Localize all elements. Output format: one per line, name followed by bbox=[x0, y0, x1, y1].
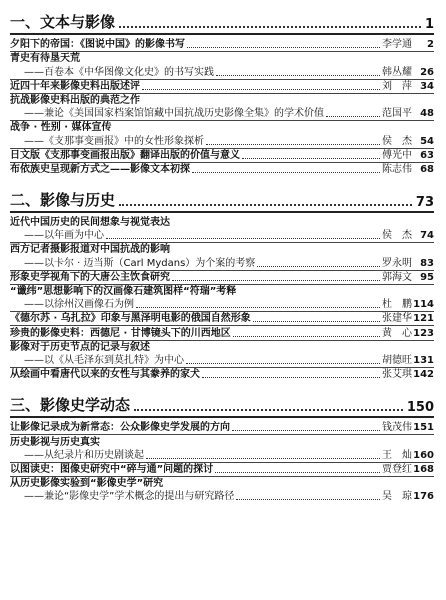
entry-title: 历史影视与历史真实 bbox=[10, 436, 100, 448]
entry-author: 侯 杰 bbox=[382, 135, 412, 147]
toc-section-3 bbox=[10, 391, 434, 503]
entry-page-number: 34 bbox=[420, 80, 434, 92]
entry-page-number: 121 bbox=[413, 313, 434, 325]
section-title: 一、文本与影像 bbox=[10, 13, 116, 31]
entry-page-number: 114 bbox=[413, 299, 434, 311]
entry-subtitle: ——百卷本《中华图像文化史》的书写实践 bbox=[24, 66, 214, 78]
leader-dots bbox=[232, 430, 380, 431]
leader-dots bbox=[146, 458, 380, 459]
entry-subtitle: ——兼论《美国国家档案馆馆藏中国抗战历史影像全集》的学术价值 bbox=[24, 108, 324, 120]
entry-title: 西方记者摄影报道对中国抗战的影响 bbox=[10, 244, 170, 256]
entry-subtitle: ——从纪录片和历史剧谈起 bbox=[24, 449, 144, 461]
toc-entry[interactable] bbox=[10, 285, 434, 312]
leader-dots bbox=[136, 307, 380, 308]
section-title: 二、影像与历史 bbox=[10, 190, 116, 209]
entry-author: 张艾琪 bbox=[382, 369, 412, 381]
entry-page-number: 68 bbox=[420, 163, 434, 175]
leader-dots bbox=[215, 472, 380, 473]
toc-entry[interactable] bbox=[10, 341, 434, 368]
section-page-number: 150 bbox=[406, 400, 434, 416]
entry-author: 黄 心 bbox=[382, 327, 412, 339]
entry-subtitle: ——以年画为中心 bbox=[24, 230, 104, 242]
entry-title: 形象史学视角下的大唐公主饮食研究 bbox=[10, 271, 170, 283]
entry-author: 张建华 bbox=[382, 313, 412, 325]
entry-title: 珍贵的影像史料：西德尼 · 甘博镜头下的川西地区 bbox=[10, 327, 231, 339]
leader-dots bbox=[187, 47, 380, 48]
entry-title: 让影像记录成为新常态：公众影像史学发展的方向 bbox=[10, 422, 230, 434]
entry-title: 抗战影像史料出版的典范之作 bbox=[10, 94, 140, 106]
leader-dots bbox=[192, 172, 380, 173]
toc-entry[interactable] bbox=[10, 243, 434, 270]
entry-title: 战争 · 性别 · 媒体宣传 bbox=[10, 122, 112, 134]
entry-title: “谶纬”思想影响下的汉画像石建筑图样“符瑞”考释 bbox=[10, 286, 237, 297]
leader-dots bbox=[242, 158, 380, 159]
entry-page-number: 142 bbox=[413, 369, 434, 381]
entry-title: 布依族史呈现新方式之——影像文本初探 bbox=[10, 163, 190, 175]
entry-subtitle: ——以《从毛泽东到莫扎特》为中心 bbox=[24, 354, 184, 366]
section-title: 三、影像史学动态 bbox=[10, 396, 131, 415]
entry-subtitle: ——兼论“影像史学”学术概念的提出与研究路径 bbox=[24, 491, 235, 503]
entry-title: 近代中国历史的民间想象与视觉表达 bbox=[10, 217, 170, 229]
leader-dots bbox=[119, 204, 412, 206]
entry-title: 夕阳下的帝国：《图说中国》的影像书写 bbox=[10, 39, 185, 51]
leader-dots bbox=[233, 336, 380, 337]
leader-dots bbox=[142, 89, 380, 90]
toc-entry[interactable] bbox=[10, 149, 434, 163]
leader-dots bbox=[172, 280, 380, 281]
toc-entry[interactable] bbox=[10, 52, 434, 79]
toc-section-1 bbox=[10, 8, 434, 176]
toc-entry[interactable] bbox=[10, 163, 434, 176]
entry-title: 以图读史：图像史研究中“碎与通”问题的探讨 bbox=[10, 463, 214, 475]
entry-author: 罗永明 bbox=[382, 257, 412, 269]
entry-subtitle: ——《支那事变画报》中的女性形象探析 bbox=[24, 135, 204, 147]
entry-author: 侯 杰 bbox=[382, 230, 412, 242]
leader-dots bbox=[326, 116, 380, 117]
entry-page-number: 95 bbox=[420, 271, 434, 283]
section-page-number: 73 bbox=[415, 194, 434, 210]
leader-dots bbox=[186, 363, 380, 364]
leader-dots bbox=[134, 409, 403, 411]
entry-page-number: 26 bbox=[420, 66, 434, 78]
leader-dots bbox=[119, 26, 421, 28]
section-page-number: 1 bbox=[424, 17, 434, 32]
entry-page-number: 2 bbox=[427, 39, 434, 51]
entry-author: 李学通 bbox=[382, 39, 412, 51]
leader-dots bbox=[236, 499, 380, 500]
leader-dots bbox=[202, 377, 380, 378]
section-heading[interactable] bbox=[10, 186, 434, 213]
leader-dots bbox=[206, 144, 380, 145]
entry-page-number: 151 bbox=[413, 422, 434, 434]
toc-entry[interactable] bbox=[10, 477, 434, 503]
entry-title: 《德尔苏 · 乌扎拉》印象与黑泽明电影的俄国自然形象 bbox=[10, 313, 251, 325]
toc-entry[interactable] bbox=[10, 421, 434, 435]
entry-author: 韩丛耀 bbox=[382, 66, 412, 78]
entry-page-number: 48 bbox=[420, 108, 434, 120]
toc-entry[interactable] bbox=[10, 368, 434, 381]
entry-subtitle: ——以徐州汉画像石为例 bbox=[24, 299, 134, 311]
entry-title: 近四十年来影像史料出版述评 bbox=[10, 80, 140, 92]
toc-entry[interactable] bbox=[10, 312, 434, 326]
entry-page-number: 160 bbox=[413, 449, 434, 461]
toc-entry[interactable] bbox=[10, 121, 434, 148]
toc-entry[interactable] bbox=[10, 435, 434, 462]
entry-author: 胡德旺 bbox=[382, 354, 412, 366]
section-heading[interactable] bbox=[10, 8, 434, 35]
entry-page-number: 131 bbox=[413, 354, 434, 366]
leader-dots bbox=[106, 238, 380, 239]
toc-entry[interactable] bbox=[10, 326, 434, 340]
entry-title: 从绘画中看唐代以来的女性与其豢养的家犬 bbox=[10, 369, 200, 381]
entry-title: 日文版《支那事变画报出版》翻译出版的价值与意义 bbox=[10, 149, 240, 161]
entry-page-number: 63 bbox=[420, 149, 434, 161]
entry-page-number: 168 bbox=[413, 463, 434, 475]
entry-author: 贾登红 bbox=[382, 463, 412, 475]
leader-dots bbox=[216, 75, 380, 76]
toc-entry[interactable] bbox=[10, 94, 434, 121]
toc-entry[interactable] bbox=[10, 216, 434, 243]
leader-dots bbox=[257, 266, 380, 267]
entry-page-number: 176 bbox=[413, 491, 434, 503]
entry-page-number: 74 bbox=[420, 230, 434, 242]
entry-title: 从历史影像实验到“影像史学”研究 bbox=[10, 478, 164, 490]
section-heading[interactable] bbox=[10, 391, 434, 418]
entry-page-number: 83 bbox=[420, 257, 434, 269]
entry-author: 范国平 bbox=[382, 108, 412, 120]
entry-subtitle: ——以卡尔 · 迈当斯（Carl Mydans）为个案的考察 bbox=[24, 257, 256, 269]
entry-author: 傅光中 bbox=[382, 149, 412, 161]
leader-dots bbox=[253, 321, 380, 322]
entry-author: 郭海文 bbox=[382, 271, 412, 283]
entry-author: 王 灿 bbox=[382, 449, 412, 461]
entry-title: 影像对于历史节点的记录与叙述 bbox=[10, 341, 150, 353]
entry-author: 刘 萍 bbox=[382, 80, 412, 92]
entry-page-number: 123 bbox=[413, 327, 434, 339]
toc-entry[interactable] bbox=[10, 80, 434, 94]
entry-author: 杜 鹏 bbox=[382, 299, 412, 311]
entry-page-number: 54 bbox=[420, 135, 434, 147]
toc-entry[interactable] bbox=[10, 271, 434, 285]
toc-entry[interactable] bbox=[10, 463, 434, 477]
toc-section-2 bbox=[10, 186, 434, 381]
entry-author: 吴 琼 bbox=[382, 491, 412, 503]
entry-author: 钱茂伟 bbox=[382, 422, 412, 434]
entry-author: 陈志伟 bbox=[382, 163, 412, 175]
toc-entry[interactable] bbox=[10, 38, 434, 52]
entry-title: 青史有待垦天荒 bbox=[10, 53, 80, 65]
